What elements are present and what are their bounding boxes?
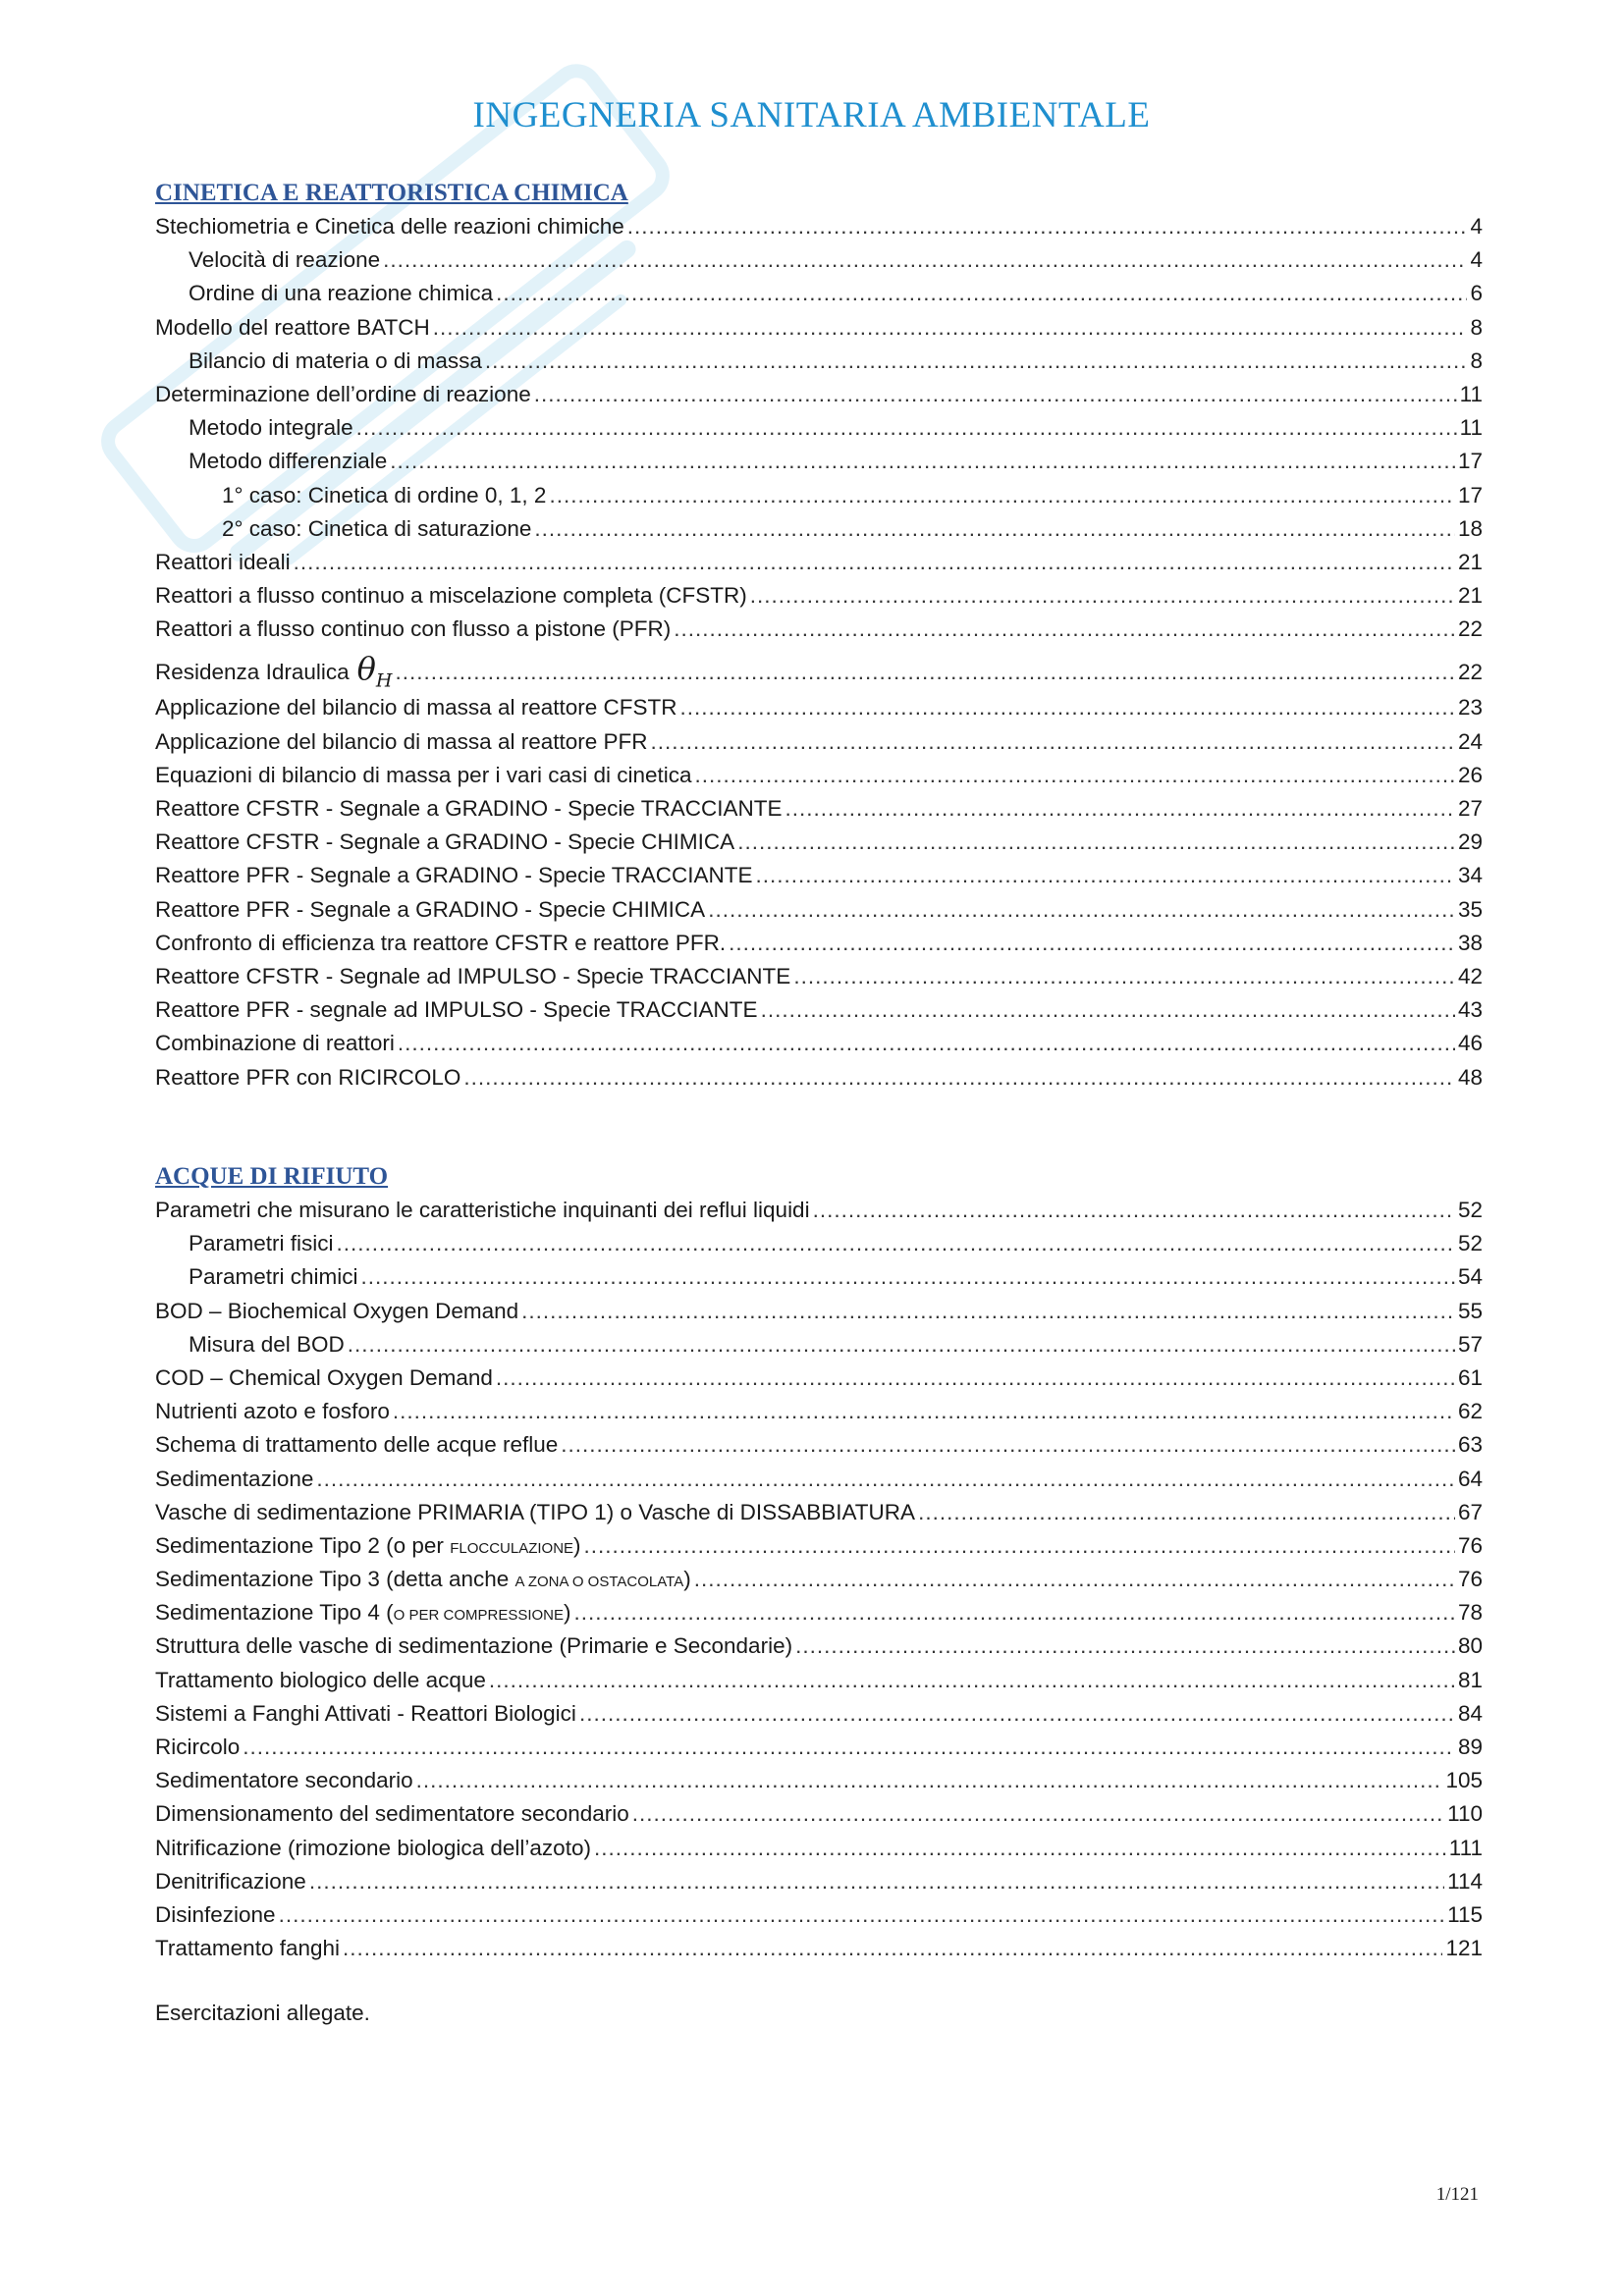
toc-entry-text: Trattamento fanghi bbox=[155, 1936, 341, 1961]
dot-leader bbox=[674, 613, 1455, 646]
toc-entry-title bbox=[155, 1629, 792, 1663]
toc-entry[interactable] bbox=[155, 1496, 1483, 1529]
toc-entry[interactable] bbox=[155, 1664, 1483, 1697]
dot-leader bbox=[395, 650, 1455, 695]
toc-entry-text: Dimensionamento del sedimentatore secondario bbox=[155, 1801, 629, 1827]
toc-page-number: 76 bbox=[1457, 1567, 1483, 1592]
dot-leader bbox=[694, 1563, 1455, 1596]
toc-page-number: 6 bbox=[1470, 281, 1483, 306]
dot-leader bbox=[243, 1731, 1455, 1764]
toc-page-number: 62 bbox=[1457, 1399, 1483, 1424]
toc-entry-text: Applicazione del bilancio di massa al reattore CFSTR bbox=[155, 695, 677, 721]
toc-entry-text: Denitrificazione bbox=[155, 1868, 306, 1894]
toc-entry-text: 2° caso: Cinetica di saturazione bbox=[222, 515, 532, 541]
dot-leader bbox=[795, 1629, 1455, 1663]
toc-page-number: 22 bbox=[1457, 616, 1483, 642]
toc-page-number: 105 bbox=[1445, 1768, 1483, 1793]
toc-page-number: 63 bbox=[1457, 1432, 1483, 1458]
toc-entry-title bbox=[155, 960, 790, 993]
dot-leader bbox=[416, 1764, 1443, 1797]
dot-leader bbox=[433, 311, 1468, 345]
dot-leader bbox=[361, 1260, 1455, 1294]
toc-entry[interactable] bbox=[155, 1428, 1483, 1462]
toc-entry-title bbox=[155, 1027, 395, 1060]
toc-entry[interactable] bbox=[155, 759, 1483, 792]
toc-page-number: 22 bbox=[1457, 660, 1483, 685]
toc-page-number: 76 bbox=[1457, 1532, 1483, 1558]
toc-entry-title bbox=[155, 1362, 493, 1395]
toc-page-number: 67 bbox=[1457, 1499, 1483, 1524]
dot-leader bbox=[708, 893, 1455, 927]
toc-entry-title bbox=[155, 1295, 518, 1328]
toc-entry[interactable] bbox=[155, 210, 1483, 243]
toc-page-number: 114 bbox=[1447, 1868, 1483, 1894]
toc-entry-text: Ricircolo bbox=[155, 1735, 241, 1759]
dot-leader bbox=[294, 546, 1455, 579]
toc-entry-smallcaps: O PER COMPRESSIONE bbox=[393, 1607, 565, 1625]
toc-entry[interactable] bbox=[155, 479, 1483, 512]
toc-page-number: 81 bbox=[1457, 1667, 1483, 1692]
dot-leader bbox=[356, 411, 1457, 445]
dot-leader bbox=[561, 1428, 1455, 1462]
toc-entry-title bbox=[155, 579, 747, 613]
toc-entry-text: Applicazione del bilancio di massa al reattore PFR bbox=[155, 728, 648, 754]
toc-entry-text: Reattore PFR - Segnale a GRADINO - Specie CHIMICA bbox=[155, 896, 706, 922]
toc-page-number: 43 bbox=[1457, 997, 1483, 1023]
dot-leader bbox=[316, 1463, 1455, 1496]
toc-entry-title bbox=[155, 1797, 629, 1831]
theta-symbol: $\theta_H$ bbox=[356, 650, 393, 692]
dot-leader bbox=[918, 1496, 1455, 1529]
toc-entry-title bbox=[155, 378, 531, 411]
dot-leader bbox=[398, 1027, 1455, 1060]
toc-entry[interactable] bbox=[155, 646, 1483, 691]
dot-leader bbox=[534, 378, 1457, 411]
toc-entry[interactable] bbox=[155, 1764, 1483, 1797]
page-number: 1/121 bbox=[1435, 2184, 1479, 2205]
toc-entry-title bbox=[189, 277, 493, 310]
toc-page-number: 64 bbox=[1457, 1466, 1483, 1491]
toc-entry[interactable] bbox=[155, 1328, 1483, 1362]
toc-entry[interactable] bbox=[155, 1227, 1483, 1260]
dot-leader bbox=[393, 1395, 1455, 1428]
toc-entry[interactable] bbox=[155, 1797, 1483, 1831]
toc-entry-text: Metodo integrale bbox=[189, 415, 353, 441]
dot-leader bbox=[521, 1295, 1455, 1328]
toc-entry-text: Confronto di efficienza tra reattore CFSTR e reattore PFR. bbox=[155, 930, 727, 955]
toc-entry-text: BOD – Biochemical Oxygen Demand bbox=[155, 1298, 519, 1323]
toc-entry[interactable] bbox=[155, 1463, 1483, 1496]
dot-leader bbox=[761, 993, 1455, 1027]
dot-leader bbox=[695, 759, 1455, 792]
toc-entry[interactable] bbox=[155, 725, 1483, 759]
toc-entry[interactable] bbox=[155, 1362, 1483, 1395]
toc-entry[interactable] bbox=[155, 1563, 1483, 1596]
toc-entry-title bbox=[155, 546, 291, 579]
toc-entry-title bbox=[155, 1898, 276, 1932]
dot-leader bbox=[594, 1832, 1446, 1865]
toc-page-number: 121 bbox=[1445, 1936, 1483, 1961]
dot-leader bbox=[574, 1596, 1455, 1629]
toc-page-number: 26 bbox=[1457, 762, 1483, 787]
toc-entry-text: Metodo differenziale bbox=[189, 449, 388, 474]
toc-entry-text: Reattore CFSTR - Segnale a GRADINO - Specie TRACCIANTE bbox=[155, 796, 783, 821]
toc-entry[interactable] bbox=[155, 613, 1483, 646]
toc-entry-text: Schema di trattamento delle acque reflue bbox=[155, 1432, 559, 1458]
toc-entry-title bbox=[155, 1596, 571, 1632]
toc-entry-title bbox=[155, 1061, 460, 1095]
section-heading[interactable]: CINETICA E REATTORISTICA CHIMICA bbox=[155, 180, 628, 206]
toc-entry[interactable] bbox=[155, 893, 1483, 927]
toc-entry-text: Nutrienti azoto e fosforo bbox=[155, 1399, 390, 1424]
toc-entry-text: Parametri che misurano le caratteristiche inquinanti dei reflui liquidi bbox=[155, 1198, 810, 1222]
toc-entry-text: Sistemi a Fanghi Attivati - Reattori Biologici bbox=[155, 1700, 576, 1726]
toc-page-number: 11 bbox=[1459, 415, 1483, 441]
toc-entry-text: Equazioni di bilancio di massa per i vari casi di cinetica bbox=[155, 762, 692, 787]
toc-entry[interactable] bbox=[155, 1395, 1483, 1428]
dot-leader bbox=[279, 1898, 1445, 1932]
dot-leader bbox=[489, 1664, 1455, 1697]
toc-entry-title bbox=[155, 1664, 486, 1697]
toc-entry-title bbox=[189, 243, 380, 277]
toc-page-number: 115 bbox=[1447, 1901, 1483, 1927]
toc-page-number: 4 bbox=[1470, 214, 1483, 239]
toc-page-number: 17 bbox=[1457, 482, 1483, 507]
toc-entry[interactable] bbox=[155, 927, 1483, 960]
toc-entry[interactable] bbox=[155, 1932, 1483, 1965]
toc-entry-text: Nitrificazione (rimozione biologica dell’azoto) bbox=[155, 1835, 591, 1860]
toc-entry-text: Sedimentazione Tipo 3 (detta anche bbox=[155, 1567, 515, 1592]
toc-entry-text: Reattore CFSTR - Segnale ad IMPULSO - Specie TRACCIANTE bbox=[155, 963, 791, 988]
dot-leader bbox=[534, 512, 1455, 546]
toc-entry[interactable] bbox=[155, 1832, 1483, 1865]
dot-leader bbox=[348, 1328, 1455, 1362]
toc-entry-title bbox=[155, 1496, 915, 1529]
toc-entry-title bbox=[189, 1227, 334, 1260]
toc-entry[interactable] bbox=[155, 579, 1483, 613]
toc-entry-title bbox=[189, 445, 387, 478]
toc-entry-title bbox=[155, 1932, 340, 1965]
dot-leader bbox=[750, 579, 1455, 613]
toc-page-number: 78 bbox=[1457, 1600, 1483, 1626]
toc-entry[interactable] bbox=[155, 859, 1483, 892]
toc-entry-text: Reattore PFR con RICIRCOLO bbox=[155, 1064, 461, 1090]
toc-page-number: 21 bbox=[1457, 549, 1483, 574]
toc-entry[interactable] bbox=[155, 1529, 1483, 1563]
toc-entry-title bbox=[155, 1764, 413, 1797]
toc-entry-text: Sedimentazione bbox=[155, 1466, 314, 1491]
toc-page-number: 111 bbox=[1448, 1835, 1483, 1860]
toc-entry-smallcaps: A ZONA O OSTACOLATA bbox=[514, 1574, 684, 1591]
toc-entry-text: Parametri chimici bbox=[189, 1264, 358, 1290]
toc-entry-text: Reattore PFR - segnale ad IMPULSO - Specie TRACCIANTE bbox=[155, 997, 758, 1023]
dot-leader bbox=[343, 1932, 1442, 1965]
toc-entry-text: Reattori a flusso continuo a miscelazione completa (CFSTR) bbox=[155, 583, 747, 609]
toc-entry-title bbox=[155, 859, 753, 892]
toc-entry[interactable] bbox=[155, 960, 1483, 993]
dot-leader bbox=[383, 243, 1467, 277]
toc-page-number: 84 bbox=[1457, 1700, 1483, 1726]
toc-entry[interactable] bbox=[155, 1697, 1483, 1731]
toc-page-number: 27 bbox=[1457, 796, 1483, 821]
toc-entry-text: Vasche di sedimentazione PRIMARIA (TIPO 1) o Vasche di DISSABBIATURA bbox=[155, 1499, 916, 1524]
toc-page-number: 18 bbox=[1457, 515, 1483, 541]
toc-entry[interactable] bbox=[155, 1194, 1483, 1227]
toc-entry-suffix: ) bbox=[573, 1532, 581, 1558]
toc-entry-title bbox=[155, 311, 430, 345]
toc-entry[interactable] bbox=[155, 1027, 1483, 1060]
toc-entry-title bbox=[155, 1731, 240, 1764]
toc-entry-text: Stechiometria e Cinetica delle reazioni chimiche bbox=[155, 214, 624, 239]
toc-entry-title bbox=[155, 1194, 810, 1227]
toc-entry-text: Disinfezione bbox=[155, 1901, 276, 1927]
toc-entry-title bbox=[222, 512, 531, 546]
toc-entry-text: Struttura delle vasche di sedimentazione (Primarie e Secondarie) bbox=[155, 1633, 793, 1659]
toc-entry-title bbox=[189, 1328, 345, 1362]
dot-leader bbox=[390, 445, 1455, 478]
toc-page-number: 38 bbox=[1457, 930, 1483, 955]
footer-note: Esercitazioni allegate. bbox=[155, 2001, 370, 2025]
toc-entry-title bbox=[155, 725, 648, 759]
toc-entry-title bbox=[155, 826, 734, 859]
toc-entry-title bbox=[155, 792, 783, 826]
toc-entry[interactable] bbox=[155, 1898, 1483, 1932]
section-heading[interactable]: ACQUE DI RIFIUTO bbox=[155, 1163, 389, 1190]
toc-entry[interactable] bbox=[155, 1061, 1483, 1095]
toc-entry[interactable] bbox=[155, 826, 1483, 859]
dot-leader bbox=[680, 691, 1455, 724]
document-title: INGEGNERIA SANITARIA AMBIENTALE bbox=[472, 95, 1151, 135]
toc-entry[interactable] bbox=[155, 311, 1483, 345]
toc-entry-text: Sedimentazione Tipo 4 ( bbox=[155, 1600, 394, 1626]
toc-entry[interactable] bbox=[155, 243, 1483, 277]
dot-leader bbox=[813, 1194, 1455, 1227]
toc-entry[interactable] bbox=[155, 1731, 1483, 1764]
dot-leader bbox=[793, 960, 1455, 993]
dot-leader bbox=[337, 1227, 1455, 1260]
toc-entry-title bbox=[155, 1832, 591, 1865]
toc-entry-title bbox=[155, 893, 705, 927]
section-acque-di-rifiuto bbox=[155, 1160, 1483, 1965]
toc-page-number: 35 bbox=[1457, 896, 1483, 922]
toc-page-number: 17 bbox=[1457, 449, 1483, 474]
toc-page-number: 52 bbox=[1457, 1198, 1483, 1222]
toc-page-number: 48 bbox=[1457, 1064, 1483, 1090]
toc-page-number: 11 bbox=[1459, 381, 1483, 406]
toc-page-number: 8 bbox=[1470, 347, 1483, 373]
toc-page-number: 61 bbox=[1457, 1364, 1483, 1390]
toc-entry[interactable] bbox=[155, 691, 1483, 724]
toc-entry[interactable] bbox=[155, 512, 1483, 546]
toc-entry[interactable] bbox=[155, 1596, 1483, 1629]
toc-page-number: 29 bbox=[1457, 829, 1483, 855]
toc-entry-smallcaps: FLOCCULAZIONE bbox=[450, 1539, 574, 1557]
toc-entry-text: Reattore CFSTR - Segnale a GRADINO - Specie CHIMICA bbox=[155, 829, 735, 855]
toc-entry[interactable] bbox=[155, 1295, 1483, 1328]
section-cinetica bbox=[155, 177, 1483, 1095]
toc-entry[interactable] bbox=[155, 445, 1483, 478]
dot-leader bbox=[632, 1797, 1444, 1831]
toc-entry[interactable] bbox=[155, 411, 1483, 445]
toc-entry-title bbox=[155, 210, 624, 243]
toc-entry-text: Bilancio di materia o di massa bbox=[189, 347, 482, 373]
toc-entry-title bbox=[155, 1428, 558, 1462]
dot-leader bbox=[627, 210, 1468, 243]
toc-entry[interactable] bbox=[155, 546, 1483, 579]
toc-entry-title bbox=[155, 1563, 691, 1599]
toc-entry[interactable] bbox=[155, 1865, 1483, 1898]
toc-entry-title bbox=[155, 927, 726, 960]
toc-page-number: 24 bbox=[1457, 728, 1483, 754]
toc-entry-title bbox=[222, 479, 546, 512]
toc-entry-text: Modello del reattore BATCH bbox=[155, 314, 430, 340]
toc-entry-title bbox=[155, 1463, 313, 1496]
toc-page-number: 23 bbox=[1457, 695, 1483, 721]
toc-page-number: 57 bbox=[1457, 1331, 1483, 1357]
toc-entry-text: COD – Chemical Oxygen Demand bbox=[155, 1364, 493, 1390]
toc-entry[interactable] bbox=[155, 1629, 1483, 1663]
toc-entry-text: Residenza Idraulica bbox=[155, 660, 350, 685]
toc-entry-text: Trattamento biologico delle acque bbox=[155, 1667, 486, 1692]
toc-entry-text: Reattore PFR - Segnale a GRADINO - Specie TRACCIANTE bbox=[155, 863, 753, 888]
dot-leader bbox=[756, 859, 1455, 892]
toc-entry-text: Sedimentazione Tipo 2 (o per bbox=[155, 1532, 451, 1558]
toc-entry-title bbox=[189, 1260, 358, 1294]
dot-leader bbox=[729, 927, 1455, 960]
dot-leader bbox=[309, 1865, 1444, 1898]
toc-entry-text: Combinazione di reattori bbox=[155, 1031, 395, 1056]
toc-entry-text: Determinazione dell’ordine di reazione bbox=[155, 381, 531, 406]
toc-entry-title bbox=[155, 993, 758, 1027]
toc-entry-text: Misura del BOD bbox=[189, 1331, 345, 1357]
toc-entry-title bbox=[189, 411, 353, 445]
toc-page-number: 52 bbox=[1457, 1231, 1483, 1256]
toc-page-number: 8 bbox=[1470, 314, 1483, 340]
toc-page-number: 55 bbox=[1457, 1298, 1483, 1323]
dot-leader bbox=[485, 345, 1468, 378]
toc-entry-text: Velocità di reazione bbox=[189, 247, 381, 273]
dot-leader bbox=[785, 792, 1455, 826]
toc-entry-title bbox=[155, 1865, 306, 1898]
toc-entry-text: Sedimentatore secondario bbox=[155, 1768, 413, 1793]
dot-leader bbox=[737, 826, 1455, 859]
dot-leader bbox=[579, 1697, 1455, 1731]
toc-entry-text: Parametri fisici bbox=[189, 1231, 334, 1256]
toc-entry-text: Ordine di una reazione chimica bbox=[189, 281, 494, 306]
toc-entry-suffix: ) bbox=[564, 1600, 571, 1626]
toc-entry-title bbox=[189, 345, 482, 378]
toc-entry-title bbox=[155, 691, 677, 724]
toc-page-number: 21 bbox=[1457, 583, 1483, 609]
toc-entry-title bbox=[155, 613, 671, 646]
toc-entry-text: 1° caso: Cinetica di ordine 0, 1, 2 bbox=[222, 482, 547, 507]
toc-page-number: 4 bbox=[1470, 247, 1483, 273]
toc-entry[interactable] bbox=[155, 993, 1483, 1027]
dot-leader bbox=[549, 479, 1455, 512]
toc-page-number: 110 bbox=[1447, 1801, 1483, 1827]
toc-entry[interactable] bbox=[155, 792, 1483, 826]
toc-entry[interactable] bbox=[155, 277, 1483, 310]
toc-entry-title bbox=[155, 759, 692, 792]
toc-entry-title bbox=[155, 1395, 390, 1428]
toc-entry[interactable] bbox=[155, 378, 1483, 411]
toc-entry[interactable] bbox=[155, 345, 1483, 378]
toc-page-number: 46 bbox=[1457, 1031, 1483, 1056]
toc-page-number: 80 bbox=[1457, 1633, 1483, 1659]
toc-entry-title bbox=[155, 1529, 581, 1566]
toc-page-number: 34 bbox=[1457, 863, 1483, 888]
dot-leader bbox=[496, 277, 1467, 310]
toc-entry-title bbox=[155, 1697, 576, 1731]
dot-leader bbox=[496, 1362, 1455, 1395]
toc-page-number: 54 bbox=[1457, 1264, 1483, 1290]
toc-entry-text: Reattori ideali bbox=[155, 549, 291, 574]
toc-page-number: 42 bbox=[1457, 963, 1483, 988]
dot-leader bbox=[584, 1529, 1455, 1563]
dot-leader bbox=[651, 725, 1455, 759]
dot-leader bbox=[463, 1061, 1455, 1095]
toc-entry-suffix: ) bbox=[683, 1567, 691, 1592]
toc-page-number: 89 bbox=[1457, 1735, 1483, 1759]
toc-entry-text: Reattori a flusso continuo con flusso a pistone (PFR) bbox=[155, 616, 672, 642]
toc-entry[interactable] bbox=[155, 1260, 1483, 1294]
